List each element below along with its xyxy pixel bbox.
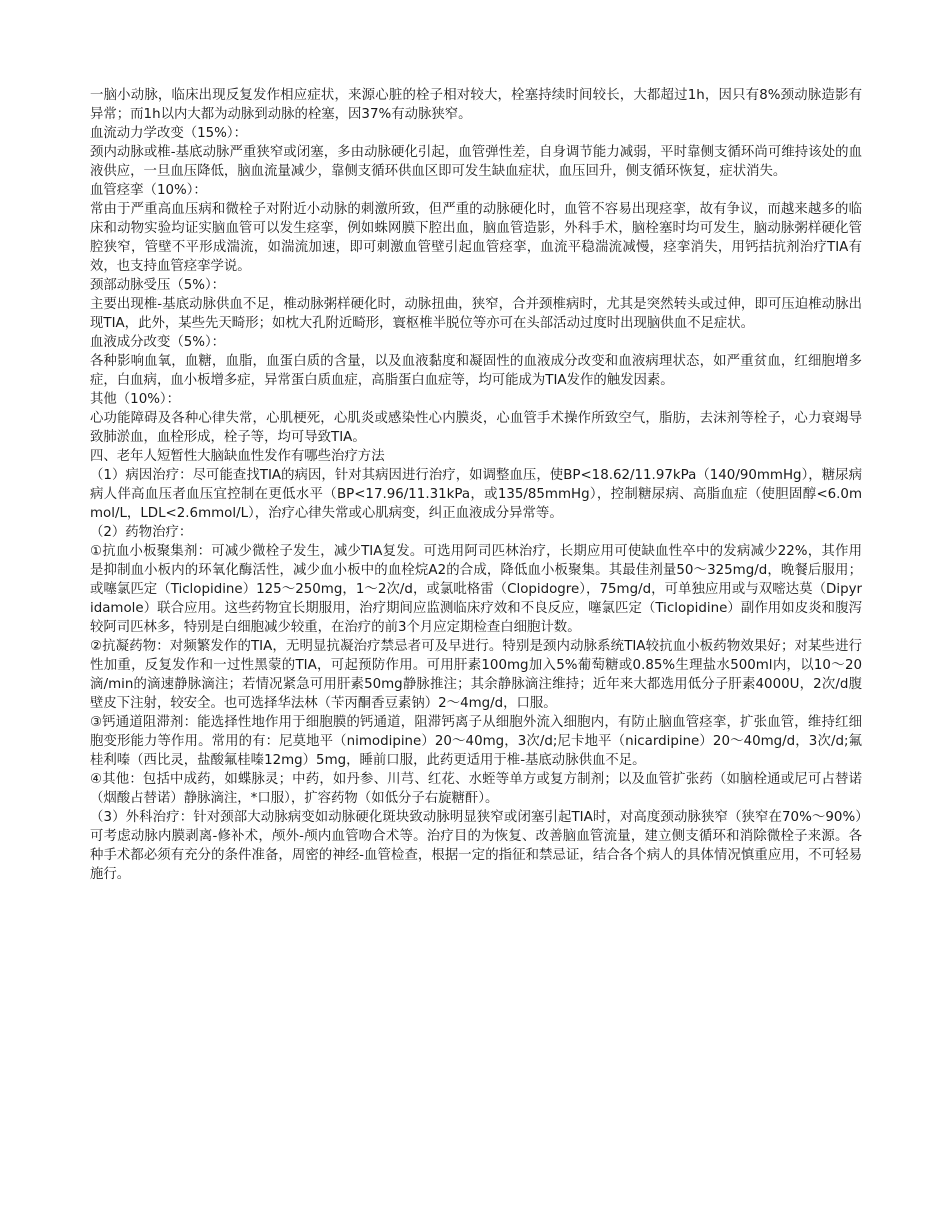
paragraph-neck-artery-compression: 主要出现椎-基底动脉供血不足，椎动脉粥样硬化时，动脉扭曲，狭窄，合并颈椎病时，尤其是突然转头或过伸，即可压迫椎动脉出现TIA，此外，某些先天畸形；如枕大孔附近畸形，寰枢椎半脱位等亦可在头部活动过度时出现脑供血不足症状。 bbox=[90, 297, 862, 331]
paragraph-blood-composition: 各种影响血氧，血糖，血脂，血蛋白质的含量，以及血液黏度和凝固性的血液成分改变和血液病理状态，如严重贫血，红细胞增多症，白血病，血小板增多症，异常蛋白质血症，高脂蛋白血症等，均可能成为TIA发作的触发因素。 bbox=[90, 354, 862, 388]
heading-drug-treatment: （2）药物治疗： bbox=[90, 525, 193, 540]
paragraph-anticoagulant: ②抗凝药物：对频繁发作的TIA，无明显抗凝治疗禁忌者可及早进行。特别是颈内动脉系统TIA较抗血小板药物效果好；对某些进行性加重，反复发作和一过性黑蒙的TIA，可起预防作用。可用肝素100mg加入5%葡萄糖或0.85%生理盐水500ml内，以10～20滴/min的滴速静脉滴注；若情况紧急可用肝素50mg静脉推注；其余静脉滴注维持；近年来大都选用低分子肝素4000U，2次/d腹壁皮下注射，较安全。也可选择华法林（苄丙酮香豆素钠）2～4mg/d，口服。 bbox=[90, 639, 862, 711]
heading-blood-composition: 血液成分改变（5%）： bbox=[90, 335, 226, 350]
paragraph-antiplatelet: ①抗血小板聚集剂：可减少微栓子发生，减少TIA复发。可选用阿司匹林治疗，长期应用可使缺血性卒中的发病减少22%，其作用是抑制血小板内的环氧化酶活性，减少血小板中的血栓烷A2的合成，降低血小板聚集。其最佳剂量50～325mg/d，晚餐后服用；或噻氯匹定（Ticlopidine）125～250mg，1～2次/d，或氯吡格雷（Clopidogre），75mg/d，可单独应用或与双嘧达莫（Dipyridamole）联合应用。这些药物宜长期服用，治疗期间应监测临床疗效和不良反应，噻氯匹定（Ticlopidine）副作用如皮炎和腹泻较阿司匹林多，特别是白细胞减少较重，在治疗的前3个月应定期检查白细胞计数。 bbox=[90, 544, 862, 635]
paragraph-embolism-continuation: 一脑小动脉，临床出现反复发作相应症状，来源心脏的栓子相对较大，栓塞持续时间较长，大都超过1h，因只有8%颈动脉造影有异常；而1h以内大都为动脉到动脉的栓塞，因37%有动脉狭窄。 bbox=[90, 88, 862, 122]
paragraph-other-causes: 心功能障碍及各种心律失常，心肌梗死，心肌炎或感染性心内膜炎，心血管手术操作所致空气，脂肪，去沫剂等栓子，心力衰竭导致肺淤血，血栓形成，栓子等，均可导致TIA。 bbox=[90, 411, 862, 445]
heading-neck-artery-compression: 颈部动脉受压（5%）： bbox=[90, 278, 226, 293]
paragraph-vasospasm: 常由于严重高血压病和微栓子对附近小动脉的刺激所致，但严重的动脉硬化时，血管不容易出现痉挛，故有争议，而越来越多的临床和动物实验均证实脑血管可以发生痉挛，例如蛛网膜下腔出血，脑血管造影，外科手术，脑栓塞时均可发生，脑动脉粥样硬化管腔狭窄，管壁不平形成湍流，如湍流加速，即可刺激血管壁引起血管痉挛，血流平稳湍流减慢，痉挛消失，用钙拮抗剂治疗TIA有效，也支持血管痉挛学说。 bbox=[90, 202, 862, 274]
paragraph-calcium-channel-blocker: ③钙通道阻滞剂：能选择性地作用于细胞膜的钙通道，阻滞钙离子从细胞外流入细胞内，有防止脑血管痉挛，扩张血管，维持红细胞变形能力等作用。常用的有：尼莫地平（nimodipine）20～40mg，3次/d;尼卡地平（nicardipine）20～40mg/d，3次/d;氟桂利嗪（西比灵，盐酸氟桂嗪12mg）5mg，睡前口服，此药更适用于椎-基底动脉供血不足。 bbox=[90, 715, 862, 768]
paragraph-surgical-treatment: （3）外科治疗：针对颈部大动脉病变如动脉硬化斑块致动脉明显狭窄或闭塞引起TIA时，对高度颈动脉狭窄（狭窄在70%～90%）可考虑动脉内膜剥离-修补术，颅外-颅内血管吻合术等。治疗目的为恢复、改善脑血管流量，建立侧支循环和消除微栓子来源。各种手术都必须有充分的条件准备，周密的神经-血管检查，根据一定的指征和禁忌证，结合各个病人的具体情况慎重应用，不可轻易施行。 bbox=[90, 810, 862, 882]
paragraph-etiological-treatment: （1）病因治疗：尽可能查找TIA的病因，针对其病因进行治疗，如调整血压，使BP<18.62/11.97kPa（140/90mmHg），糖尿病病人伴高血压者血压宜控制在更低水平（BP<17.96/11.31kPa，或135/85mmHg），控制糖尿病、高脂血症（使胆固醇<6.0mmol/L，LDL<2.6mmol/L），治疗心律失常或心肌病变，纠正血液成分异常等。 bbox=[90, 468, 862, 521]
paragraph-hemodynamic-change: 颈内动脉或椎-基底动脉严重狭窄或闭塞，多由动脉硬化引起，血管弹性差，自身调节能力减弱，平时靠侧支循环尚可维持该处的血液供应，一旦血压降低，脑血流量减少，靠侧支循环供血区即可发生缺血症状，血压回升，侧支循环恢复，症状消失。 bbox=[90, 145, 862, 179]
heading-other-causes: 其他（10%）： bbox=[90, 392, 181, 407]
section-heading-treatment: 四、老年人短暂性大脑缺血性发作有哪些治疗方法 bbox=[90, 449, 385, 464]
heading-vasospasm: 血管痉挛（10%）： bbox=[90, 183, 207, 198]
heading-hemodynamic-change: 血流动力学改变（15%）： bbox=[90, 126, 247, 141]
paragraph-other-drugs: ④其他：包括中成药，如蝶脉灵；中药，如丹参、川芎、红花、水蛭等单方或复方制剂；以及血管扩张药（如脑栓通或尼可占替诺（烟酸占替诺）静脉滴注，*口服），扩容药物（如低分子右旋糖酐）。 bbox=[90, 772, 862, 806]
